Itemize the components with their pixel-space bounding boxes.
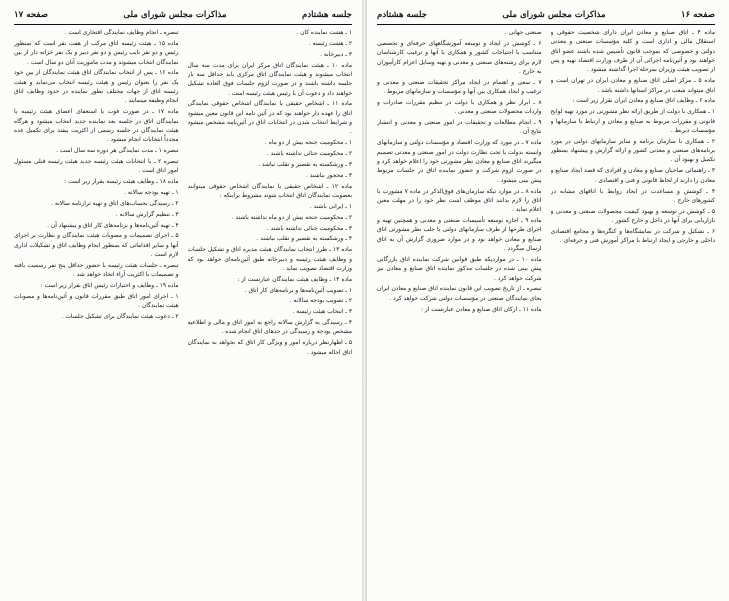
text-paragraph: ۴ ـ رسیدگی به گزارش سالانه راجع به امور اتاق و مالی و اطلاعیه مشخص بودجه و رسیدگی در حدهای اتاق انجام شده . xyxy=(187,320,352,336)
text-paragraph: ۱ ـ اجرای امور اتاق طبق مقررات قانون و آئین‌نامه‌ها و مصوبات هیئت نمایندگان . xyxy=(14,293,179,310)
text-paragraph: ماده ۱۹ ـ وظایف و اختیارات رئیس اتاق بقرار زیر است : xyxy=(40,283,179,290)
text-paragraph: ماده ۵ ـ مرکز اصلی اتاق صنایع و معادن ایران در تهران است و اتاق میتواند شعب در مراکز استانها داشته باشد . xyxy=(550,78,715,94)
text-paragraph: ماده ۸ ـ در موارد تیکه سازمان‌های فوق‌الذکر در ماده ۷ مشورت با اتاق را لازم بدانند اتاق موظف است نظر خود را در مهلت معین اعلام نماید . xyxy=(377,188,542,214)
text-paragraph: ماده ۱۶ ـ پس از انتخاب نمایندگان اتاق هیئت نمایندگان از بین خود یک نفر را بعنوان رئیس و هیئت رئیسه انتخاب می‌نماید و هیئت رئیسه اتاق از جهات مختلف بطور نماینده در حدود وظایف اتاق انجام وظیفه مینمایند . xyxy=(14,70,179,105)
text-paragraph: ماده ۱۴ ـ وظایف هیئت نمایندگان عبارتست از : xyxy=(237,276,352,283)
right-page-title: مذاکرات مجلس شورای ملی xyxy=(502,10,606,20)
text-paragraph: ماده ۱۰ ـ هیئت نمایندگان اتاق مرکز ایران برای مدت سه سال انتخاب میشوند و هیئت نمایندگان اتاق مرکزی باید حداقل سه بار جلسه داشته باشند و در صورت لزوم جلسات فوق العاده تشکیل خواهند داد و دعوت آن با رئیس هیئت رئیسه است . xyxy=(187,62,352,97)
left-page-header xyxy=(14,6,352,25)
right-page xyxy=(367,0,729,601)
text-paragraph: ۲ ـ همکاری با سازمان برنامه و سایر سازمانهای دولتی در مورد برنامه‌های صنعتی و معدنی کشور و ارائه گزارش و پیشنهاد بمنظور تکمیل و بهبود آن . xyxy=(550,138,715,164)
left-page xyxy=(0,0,362,601)
text-paragraph: ماده ۷ ـ در مورد که وزارت اقتصاد و مؤسسات دولتی و سازمانهای وابسته بدولت یا تحت نظارت دولت در امور صنعتی و معدنی تصمیم میگیرند اتاق صنایع و معادن نظر مشورتی خود را اعلام خواهد کرد و در صورت لزوم شرکت و حضور نماینده اتاق در جلسات مربوط پیش بینی میشود . xyxy=(377,140,542,184)
text-paragraph: ۲ ـ دعوت هیئت نمایندگان برای تشکیل جلسات . xyxy=(61,314,179,321)
left-page-column-left xyxy=(14,29,179,595)
right-page-session: جلسه هشتادم xyxy=(377,10,427,20)
text-paragraph: ۲ ـ محکومیت جنحه بیش از دو ماه نداشته باشند . xyxy=(231,214,352,221)
left-page-title: مذاکرات مجلس شورای ملی xyxy=(123,10,227,20)
text-paragraph: صنعتی جهانی . xyxy=(504,30,542,36)
text-paragraph: ماده ۱۱ ـ اشخاص حقیقی یا نمایندگان اشخاص حقوقی نمایندگی اتاق را عهده دار خواهند بود که در آئین نامه این قانون معین میشود و شرایط انتخاب شدن در انتخابات اتاق در آئین‌نامه مشخص میشود . xyxy=(187,101,352,136)
text-paragraph: ۲ ـ هشت رئیسه . xyxy=(308,40,352,47)
text-paragraph: ۱ ـ تهیه بودجه سالانه . xyxy=(124,190,179,196)
text-paragraph: ۱ ـ محکومیت جنحه بیش از دو ماه . xyxy=(264,140,352,147)
text-paragraph: ۸ ـ ابراز نظر و همکاری با دولت در تنظیم مقررات صادرات و واردات محصولات صنعتی و معدنی . xyxy=(377,99,542,116)
text-paragraph: ماده ۱۷ ـ در صورت فوت یا استعفای اعضای هیئت رئیسه یا نمایندگان اتاق در جلسه بعد نماینده جدید انتخاب میشود و هرگاه هیئت نمایندگان در جلسه رسمی از اکثریت بیفتد برای تکمیل عده مجدداً انتخابات انجام میشود . xyxy=(14,109,179,144)
text-paragraph: ماده ۶ ـ وظایف اتاق صنایع و معادن ایران بقرار زیر است : xyxy=(572,98,715,105)
text-paragraph: ماده ۹ ـ اجازه توسعه تأسیسات صنعتی و معدنی و همچنین تهیه و اجرای طرحها از طرف سازمانهای دولتی با جلب نظر مشورتی اتاق صنایع و معادن خواهد بود و در موارد ضروری گزارش آن به اتاق ارسال میگردد . xyxy=(377,218,542,253)
right-page-number: صفحه ۱۶ xyxy=(680,10,715,20)
left-page-number: صفحه ۱۷ xyxy=(14,10,49,20)
text-paragraph: ۴ ـ تهیه آئین‌نامه‌ها و برنامه‌های کار اتاق و پیشنهاد آن . xyxy=(47,222,179,229)
text-paragraph: ۳ ـ انتخاب هیئت رئیسه . xyxy=(292,309,352,316)
text-paragraph: تبصره ـ انجام وظایف نمایندگی افتخاری است . xyxy=(64,30,179,36)
text-paragraph: ماده ۱۲ ـ اشخاص حقیقی یا نمایندگان اشخاص حقوقی میتوانند بعضویت نمایندگان اتاق انتخاب شوند مشروط براینکه : xyxy=(187,183,352,199)
text-paragraph: ۳ ـ محکومیت جنائی نداشته باشند . xyxy=(266,225,352,232)
text-paragraph: ۲ ـ رسیدگی بحساب‌های اتاق و تهیه ترازنامه سالانه . xyxy=(51,200,179,207)
text-paragraph: ۴ ـ محجور نباشند . xyxy=(306,172,352,179)
text-paragraph: ۶ ـ کوشش در ایجاد و توسعه آموزشگاههای حرفه‌ای و تخصصی متناسب با احتیاجات کشور و همکاری با آنها و ترغیب کارشناسان لازم برای رشته‌های صنعتی و معدنی و تهیه وسایل اعزام کارآموزان به خارج . xyxy=(377,40,542,75)
text-paragraph: ماده ۱۸ ـ وظایف هیئت رئیسه بقرار زیر است : xyxy=(64,179,179,186)
text-paragraph: ماده ۱۳ ـ طرز انتخاب نمایندگان هیئت مدیره اتاق و تشکیل جلسات و وظایف هیئت رئیسه و دبیرخانه طبق آئین‌نامه‌ای خواهد بود که وزارت اقتصاد تصویب نماید . xyxy=(187,247,352,272)
left-page-column-right xyxy=(188,29,353,595)
right-page-column-right xyxy=(551,29,716,595)
text-paragraph: تبصره ـ از تاریخ تصویب این قانون نماینده اتاق صنایع و معادن ایران بجای نمایندگان صنعتی در مؤسسات دولتی شرکت خواهد کرد . xyxy=(377,286,542,302)
text-paragraph: تبصره ـ جلسات هیئت رئیسه با حضور حداقل پنج نفر رسمیت یافته و تصمیمات با اکثریت آراء اتخاذ خواهد شد . xyxy=(14,262,179,279)
text-paragraph: ۱ ـ ایرانی باشند . xyxy=(309,203,352,210)
text-paragraph: تبصره ۱ ـ مدت نمایندگی هر دوره سه سال است . xyxy=(56,148,179,155)
text-paragraph: ۳ ـ تنظیم گزارش سالانه . xyxy=(115,211,179,218)
text-paragraph: ۳ ـ دبیرخانه . xyxy=(320,51,352,58)
text-paragraph: ۴ ـ کوشش و مساعدت در ایجاد روابط با اتاقهای مشابه در کشورهای خارج . xyxy=(550,188,715,204)
text-paragraph: ماده ۴ ـ اتاق صنایع و معادن ایران دارای شخصیت حقوقی و استقلال مالی و اداری است و کلیه مؤسسات صنعتی و معدنی دولتی و خصوصی که بموجب قانون تأسیس شده باشند عضو اتاق خواهند بود و آئین‌نامه اجرائی آن از طرف وزارت اقتصاد تهیه و پس از تصویب هیئت وزیران بمرحله اجرا گذاشته میشود . xyxy=(550,30,715,74)
text-paragraph: ۹ ـ انجام مطالعات و تحقیقات در امور صنعتی و معدنی و انتشار نتایج آن . xyxy=(377,120,542,136)
text-paragraph: ۱ ـ تصویب آئین‌نامه‌ها و برنامه‌های کار اتاق . xyxy=(244,287,352,294)
text-paragraph: تبصره ۲ ـ با انتخابات هیئت رئیسه جدید هیئت رئیسه قبلی مسئول امور اتاق است . xyxy=(14,158,179,175)
text-paragraph: ماده ۱۵ ـ هیئت رئیسه اتاق مرکب از هفت نفر است که بمنظور رئیس و دو نفر نایب رئیس و دو نفر دبیر و یک نفر خزانه دار از بین نمایندگان انتخاب میشوند و مدت ماموریت آنان دو سال است . xyxy=(14,40,179,66)
text-paragraph: ماده ۱۰ ـ در مواردیکه طبق قوانین شرکت نماینده اتاق بازرگانی پیش بینی شده در جلسات مذکور نماینده اتاق صنایع و معادن نیز شرکت خواهد کرد . xyxy=(377,256,542,282)
text-paragraph: ۱ ـ هشت نماینده کان . xyxy=(296,30,352,36)
text-paragraph: ۱ ـ همکاری با دولت از طریق ارائه نظر مشورتی در مورد تهیه لوایح قانونی و مقررات مربوط به صنایع و معادن و ارتباط با سازمانها و مؤسسات ذیربط . xyxy=(550,109,715,134)
text-paragraph: ۴ ـ ورشکسته به تقصیر و تقلب نباشند . xyxy=(256,236,352,243)
text-paragraph: ۵ ـ اظهارنظر درباره امور و ویژگی کار اتاق که بخواهد به نمایندگان اتاق احاله میشود . xyxy=(187,340,352,356)
text-paragraph: ۳ ـ ورشکسته به تقصیر و تقلب نباشد . xyxy=(258,161,352,168)
text-paragraph: ۶ ـ تشکیل و شرکت در نمایشگاه‌ها و کنگره‌ها و مجامع اقتصادی داخلی و خارجی و ایجاد ارتباط با مراکز آموزش فنی و حرفه‌ای . xyxy=(550,228,715,245)
left-page-session: جلسه هشتادم xyxy=(302,10,352,20)
text-paragraph: ۲ ـ محکومیت جنائی نداشته باشند . xyxy=(266,151,352,158)
text-paragraph: ماده ۱۱ ـ ارکان اتاق صنایع و معادن عبارتست از : xyxy=(420,306,542,313)
text-paragraph: ۷ ـ سعی و اهتمام در ایجاد مراکز تحقیقات صنعتی و معدنی و ترغیب و ایجاد همکاری بین آنها و مؤسسات و سازمانهای مربوط . xyxy=(377,79,542,96)
right-page-header xyxy=(377,6,715,25)
text-paragraph: ۲ ـ تصویب بودجه سالانه . xyxy=(289,298,352,305)
text-paragraph: ۵ ـ کوشش در توسعه و بهبود کیفیت محصولات صنعتی و معدنی و بازاریابی برای آنها در داخل و خارج کشور . xyxy=(550,208,715,225)
text-paragraph: ۳ ـ راهنمائی صاحبان صنایع و معادن و افرادی که قصد ایجاد صنایع و معادن را دارند از لحاظ قانونی و فنی و اقتصادی . xyxy=(550,168,715,184)
right-page-column-left xyxy=(377,29,542,595)
text-paragraph: ۵ ـ اجرای تصمیمات و مصوبات هیئت نمایندگان و نظارت بر اجرای آنها و سایر اقداماتی که بمنظور انجام وظایف اتاق و تشکیلات اداری لازم است . xyxy=(14,233,179,259)
